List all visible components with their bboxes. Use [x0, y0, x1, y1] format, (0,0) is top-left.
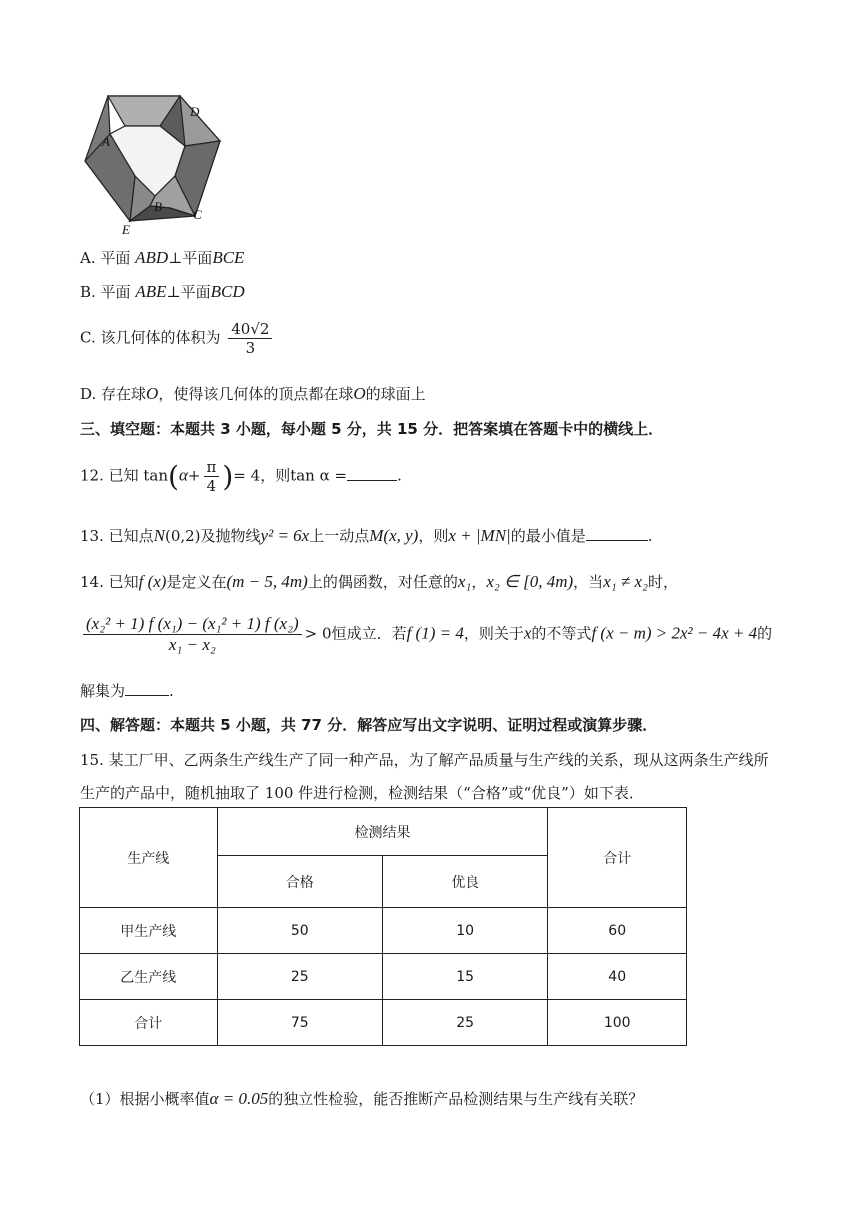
- row-name: 合计: [80, 1000, 218, 1046]
- table-row: [80, 954, 687, 1000]
- figure-label-d: D: [190, 104, 200, 119]
- question-15-line1: 15. 某工厂甲、乙两条生产线生产了同一种产品，为了解产品质量与生产线的关系，现从这两条生产线所: [80, 751, 769, 769]
- row-total: 60: [548, 908, 687, 954]
- row-pass: 50: [217, 908, 382, 954]
- option-d: D. 存在球O，使得该几何体的顶点都在球O的球面上: [80, 384, 426, 403]
- figure-label-a: A: [102, 134, 110, 149]
- header-line: 生产线: [80, 808, 218, 908]
- results-table: [79, 807, 687, 1046]
- figure-label-b: B: [154, 199, 162, 214]
- header-good: 优良: [382, 856, 547, 908]
- figure-label-e: E: [122, 222, 130, 237]
- table-row: [80, 908, 687, 954]
- question-15-line2: 生产的产品中，随机抽取了 100 件进行检测，检测结果（“合格”或“优良”）如下表．: [80, 784, 644, 802]
- row-pass: 75: [217, 1000, 382, 1046]
- header-total: 合计: [548, 808, 687, 908]
- option-b: B. 平面 ABE⊥平面BCD: [80, 282, 245, 301]
- row-name: 甲生产线: [80, 908, 218, 954]
- row-total: 40: [548, 954, 687, 1000]
- header-pass: 合格: [217, 856, 382, 908]
- section3-heading: 三、填空题：本题共 3 小题，每小题 5 分，共 15 分．把答案填在答题卡中的横线上．: [80, 420, 664, 438]
- option-a: A. 平面 ABD⊥平面BCE: [80, 248, 245, 267]
- table-row: [80, 1000, 687, 1046]
- option-c: C. 该几何体的体积为 $\frac{40√2}{3}$: [80, 320, 275, 357]
- figure-label-c: C: [193, 207, 202, 222]
- question-14-line1: 14. 已知f (x)是定义在(m − 5, 4m)上的偶函数，对任意的x₁，x₂ ∈ [0, 4m)，当x₁ ≠ x₂时，: [80, 572, 678, 591]
- section4-heading: 四、解答题：本题共 5 小题，共 77 分．解答应写出文字说明、证明过程或演算步骤．: [80, 716, 658, 734]
- question-14-line3: 解集为 .: [80, 682, 174, 700]
- row-good: 25: [382, 1000, 547, 1046]
- question-12: 12. 已知 tan(α+ $\frac{\pi}{4}$ )= 4，则tan α = .: [80, 458, 402, 495]
- row-good: 10: [382, 908, 547, 954]
- row-pass: 25: [217, 954, 382, 1000]
- question-13: 13. 已知点N(0,2)及抛物线y² = 6x上一动点M(x, y)，则x + |MN|的最小值是 .: [80, 526, 653, 545]
- row-total: 100: [548, 1000, 687, 1046]
- question-14-line2: $\frac{\text{(x₂² + 1) f (x₁) − (x₁² + 1) f (x₂)}}{\text{x₁ − x₂}}$ > 0恒成立．若f (1) = 4，则关于x的不等式f (x − m) > 2x² − 4x + 4的: [80, 614, 772, 655]
- row-good: 15: [382, 954, 547, 1000]
- question-15-sub1: （1）根据小概率值α = 0.05的独立性检验，能否推断产品检测结果与生产线有关联？: [80, 1089, 644, 1108]
- header-result: 检测结果: [217, 808, 548, 856]
- polyhedron-figure: [80, 86, 230, 238]
- row-name: 乙生产线: [80, 954, 218, 1000]
